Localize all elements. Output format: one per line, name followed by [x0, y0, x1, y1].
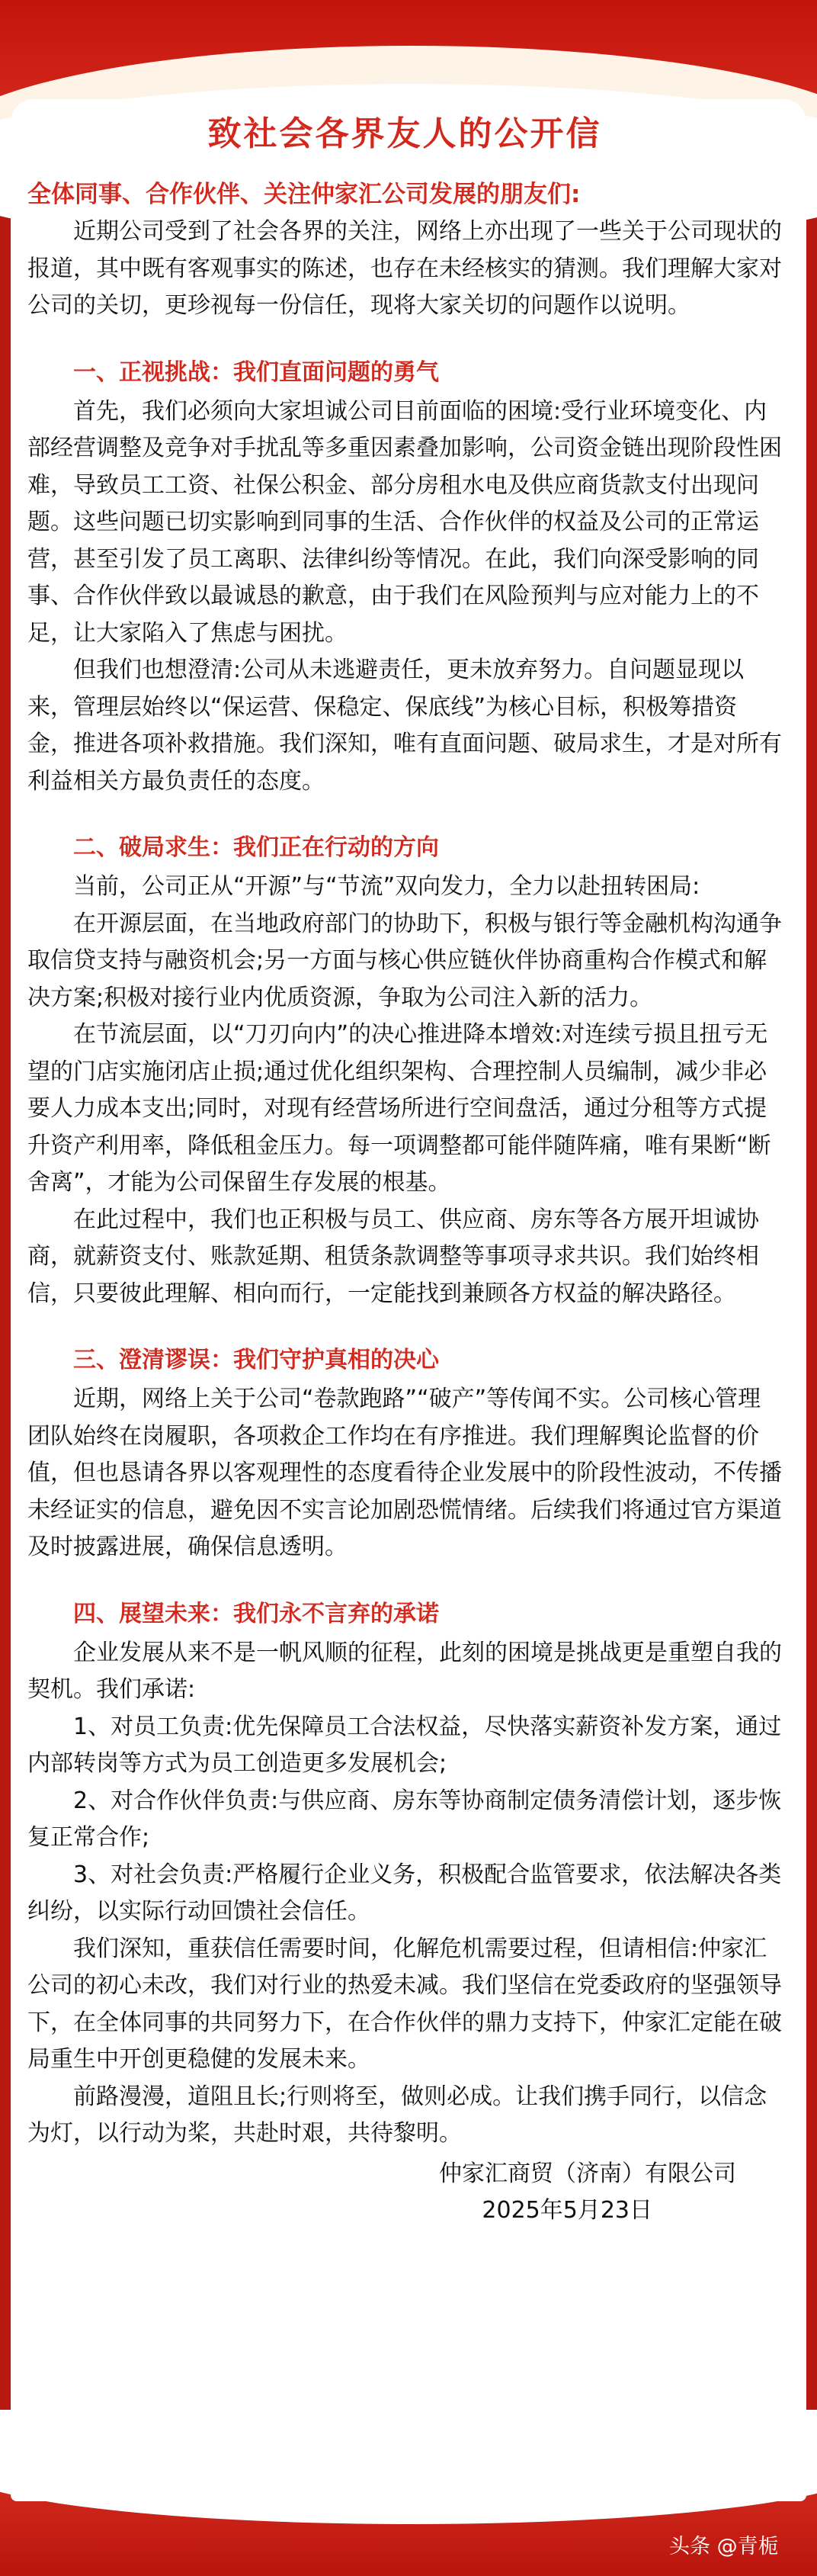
commitment-item-1: 1、对员工负责:优先保障员工合法权益，尽快落实薪资补发方案，通过内部转岗等方式为员工创造更多发展机会;	[27, 1713, 782, 1777]
section-1-paragraph-1: 首先，我们必须向大家坦诚公司目前面临的困境:受行业环境变化、内部经营调整及竞争对手扰乱等多重因素叠加影响，公司资金链出现阶段性困难，导致员工工资、社保公积金、部分房租水电及供应商货款支付出现问题。这些问题已切实影响到同事的生活、合作伙伴的权益及公司的正常运营，甚至引发了员工离职、法律纠纷等情况。在此，我们向深受影响的同事、合作伙伴致以最诚恳的歉意，由于我们在风险预判与应对能力上的不足，让大家陷入了焦虑与困扰。	[27, 397, 782, 647]
section-3-paragraph-1: 近期，网络上关于公司“卷款跑路”“破产”等传闻不实。公司核心管理团队始终在岗履职，各项救企工作均在有序推进。我们理解舆论监督的价值，但也恳请各界以客观理性的态度看待企业发展中的阶段性波动，不传播未经证实的信息，避免因不实言论加剧恐慌情绪。后续我们将通过官方渠道及时披露进展，确保信息透明。	[27, 1386, 782, 1560]
letter-title: 致社会各界友人的公开信	[207, 114, 602, 153]
section-2-paragraph-4: 在此过程中，我们也正积极与员工、供应商、房东等各方展开坦诚协商，就薪资支付、账款延期、租赁条款调整等事项寻求共识。我们始终相信，只要彼此理解、相向而行，一定能找到兼顾各方权益的解决路径。	[27, 1206, 759, 1307]
section-heading-1: 一、正视挑战：我们直面问题的勇气	[73, 358, 439, 386]
section-heading-2: 二、破局求生：我们正在行动的方向	[73, 834, 439, 861]
intro-paragraph: 近期公司受到了社会各界的关注，网络上亦出现了一些关于公司现状的报道，其中既有客观事实的陈述，也存在未经核实的猜测。我们理解大家对公司的关切，更珍视每一份信任，现将大家关切的问题作以说明。	[27, 218, 782, 319]
section-4-paragraph-5: 我们深知，重获信任需要时间，化解危机需要过程，但请相信:仲家汇公司的初心未改，我们对行业的热爱未减。我们坚信在党委政府的坚强领导下，在全体同事的共同努力下，在合作伙伴的鼎力支持下，仲家汇定能在破局重生中开创更稳健的发展未来。	[27, 1935, 782, 2073]
section-4-paragraph-6: 前路漫漫，道阻且长;行则将至，做则必成。让我们携手同行，以信念为灯，以行动为桨，共赴时艰，共待黎明。	[27, 2083, 767, 2147]
section-2-paragraph-2: 在开源层面，在当地政府部门的协助下，积极与银行等金融机构沟通争取信贷支持与融资机会;另一方面与核心供应链伙伴协商重构合作模式和解决方案;积极对接行业内优质资源，争取为公司注入新的活力。	[27, 910, 782, 1011]
section-heading-3: 三、澄清谬误：我们守护真相的决心	[73, 1347, 439, 1373]
commitment-item-2: 2、对合作伙伴负责:与供应商、房东等协商制定债务清偿计划，逐步恢复正常合作;	[27, 1787, 782, 1851]
section-heading-4: 四、展望未来：我们永不言弃的承诺	[73, 1600, 439, 1627]
source-watermark	[669, 2534, 779, 2560]
section-2-paragraph-3: 在节流层面，以“刀刃向内”的决心推进降本增效:对连续亏损且扭亏无望的门店实施闭店止损;通过优化组织架构、合理控制人员编制，减少非必要人力成本支出;同时，对现有经营场所进行空间盘活，通过分租等方式提升资产利用率，降低租金压力。每一项调整都可能伴随阵痛，唯有果断“断舍离”，才能为公司保留生存发展的根基。	[27, 1021, 771, 1196]
salutation: 全体同事、合作伙伴、关注仲家汇公司发展的朋友们:	[27, 181, 581, 208]
section-4-paragraph-1: 企业发展从来不是一帆风顺的征程，此刻的困境是挑战更是重塑自我的契机。我们承诺:	[27, 1639, 782, 1703]
company-signature: 仲家汇商贸（济南）有限公司	[439, 2160, 736, 2187]
footer-swoosh	[0, 2410, 817, 2524]
commitment-item-3: 3、对社会负责:严格履行企业义务，积极配合监管要求，依法解决各类纠纷，以实际行动回馈社会信任。	[27, 1861, 782, 1925]
section-2-paragraph-1: 当前，公司正从“开源”与“节流”双向发力，全力以赴扭转困局:	[73, 873, 700, 900]
letter-content	[27, 107, 782, 2230]
watermark-text: 头条 @青栀	[669, 2535, 779, 2558]
letter-date: 2025年5月23日	[482, 2197, 652, 2224]
section-1-paragraph-2: 但我们也想澄清:公司从未逃避责任，更未放弃努力。自问题显现以来，管理层始终以“保运营、保稳定、保底线”为核心目标，积极筹措资金，推进各项补救措施。我们深知，唯有直面问题、破局求生，才是对所有利益相关方最负责任的态度。	[27, 657, 782, 795]
